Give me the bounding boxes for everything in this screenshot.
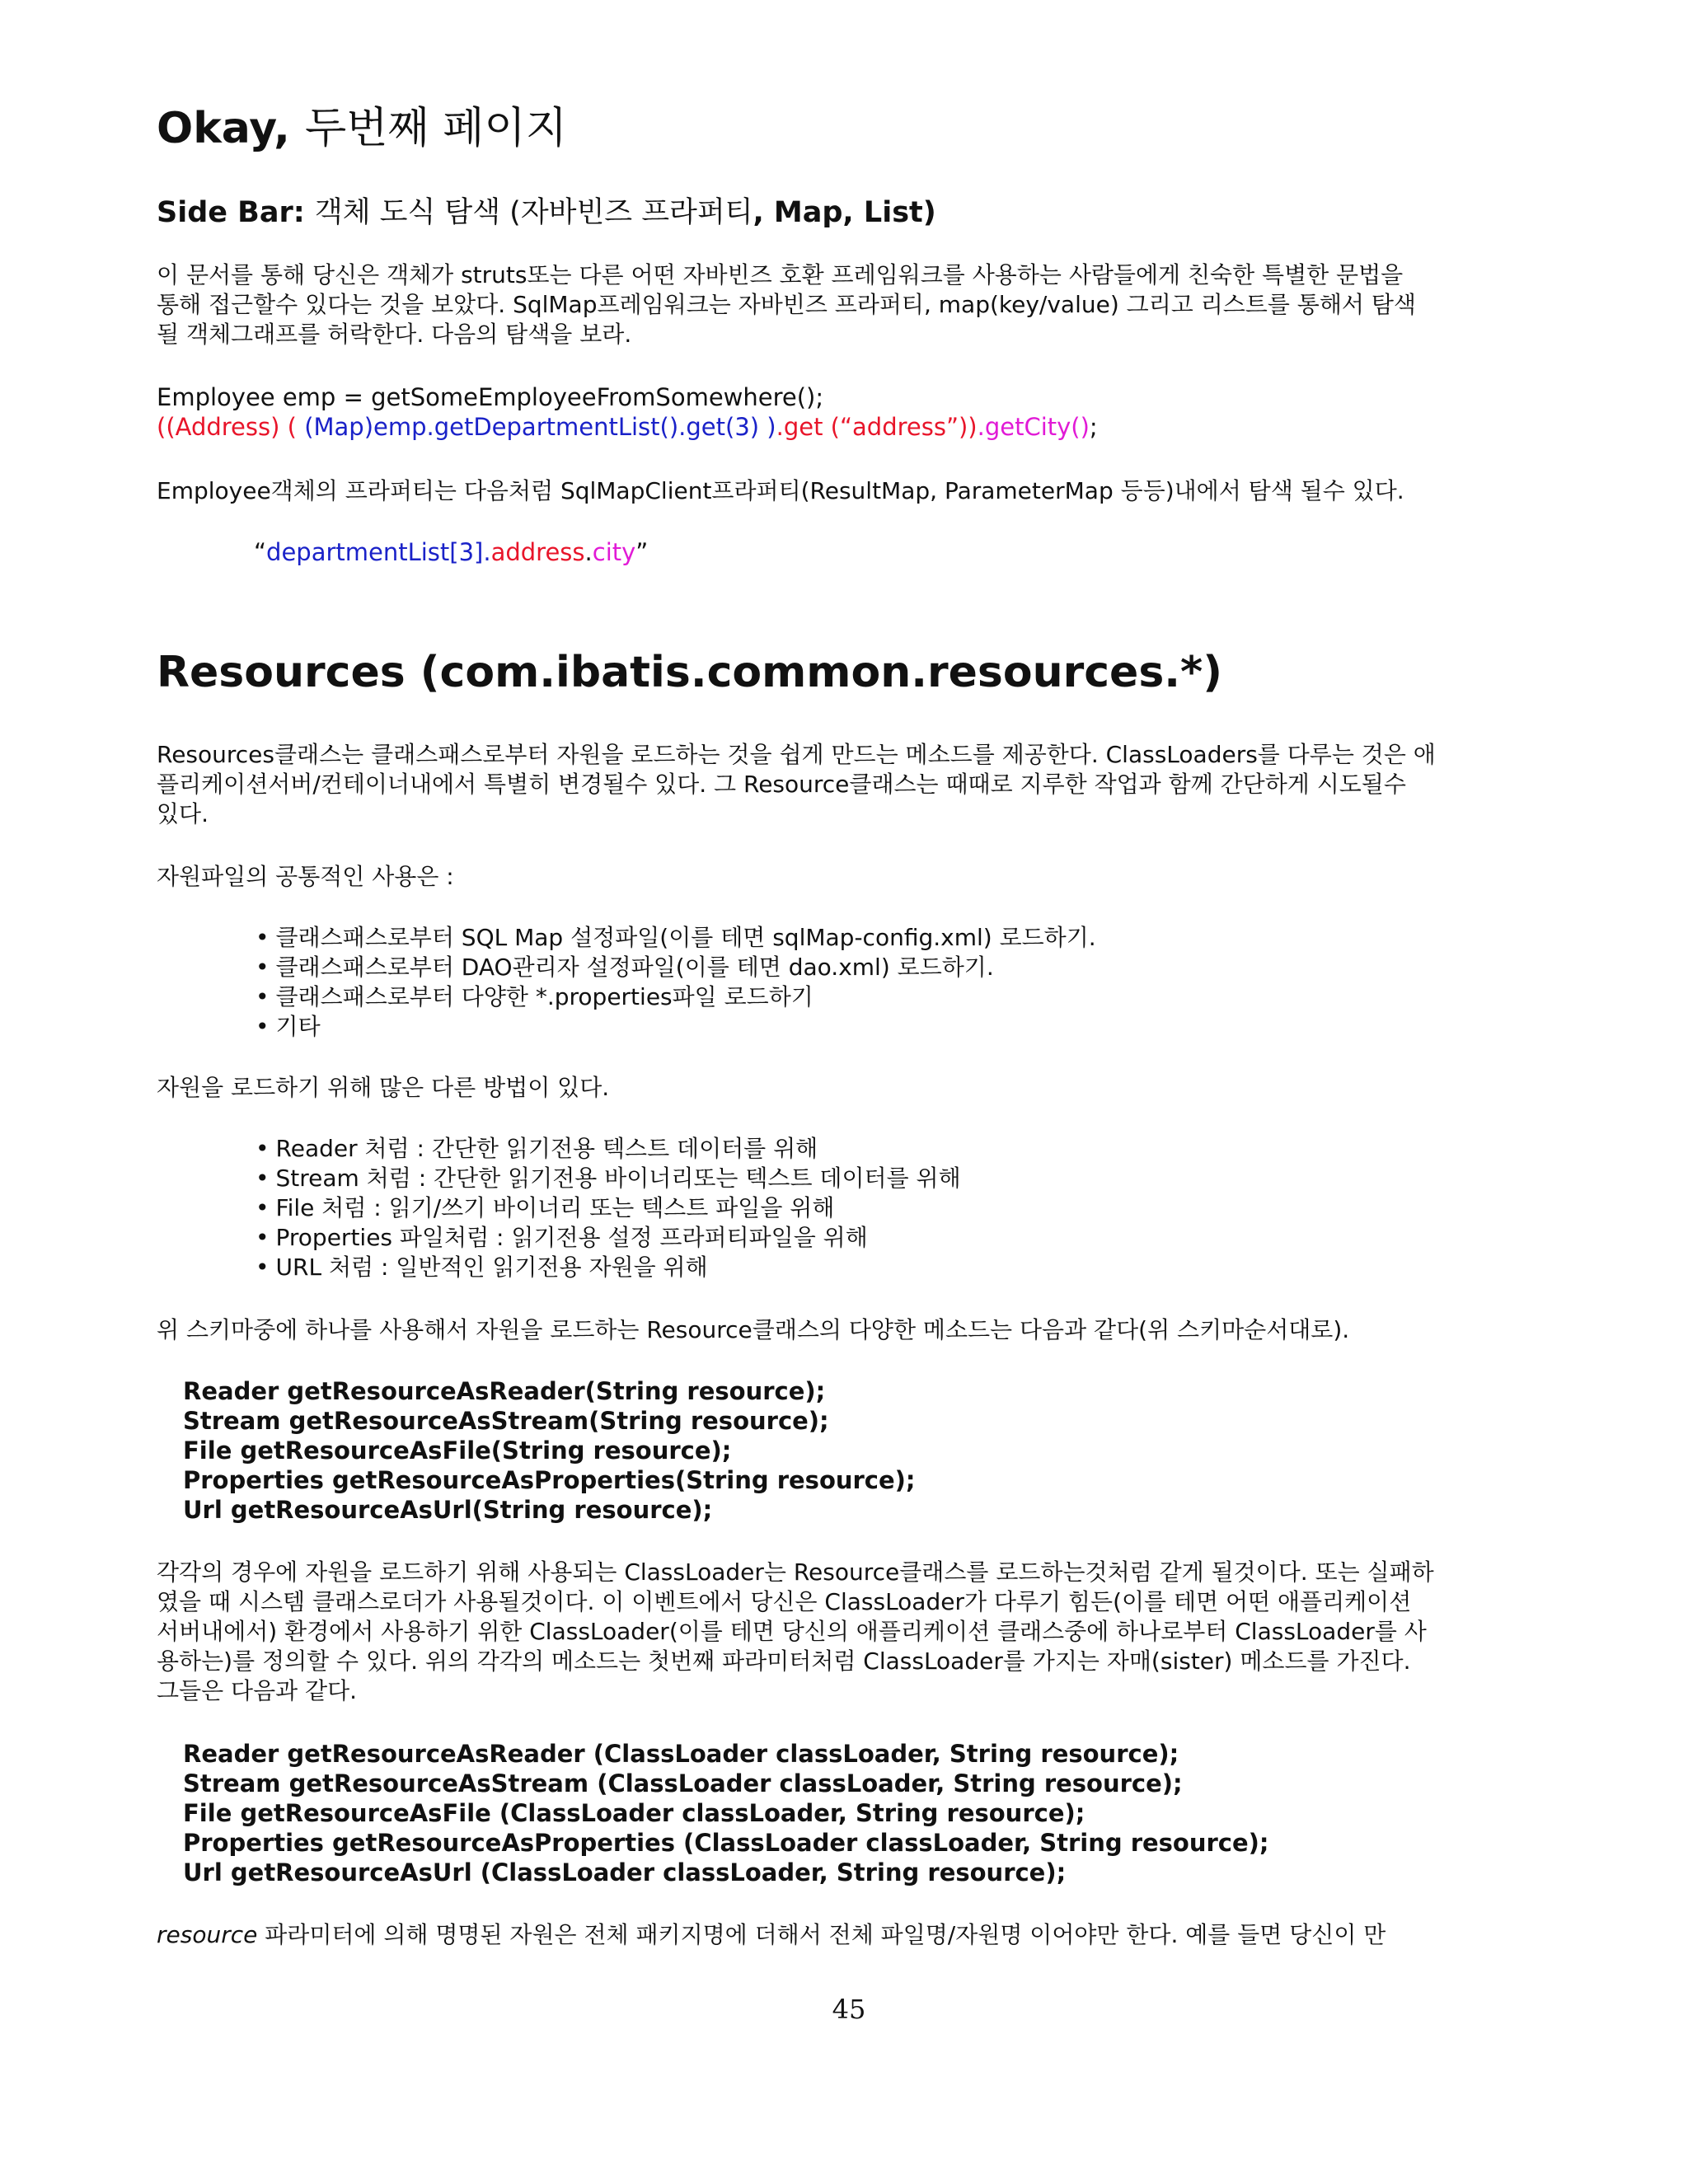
resource-param-line — [157, 1920, 1541, 1950]
resources-intro-line: 플리케이션서버/컨테이너내에서 특별히 변경될수 있다. 그 Resource클래스는 때때로 지루한 작업과 함께 간단하게 시도될수 — [157, 771, 1406, 798]
resource-param-italic: resource — [157, 1921, 258, 1948]
classloader-line: 였을 때 시스템 클래스로더가 사용될것이다. 이 이벤트에서 당신은 ClassLoader가 다루기 힘든(이를 테면 어떤 애플리케이션 — [157, 1588, 1412, 1615]
common-use-label — [157, 862, 1541, 892]
ways-label — [157, 1073, 1541, 1103]
method-signature: File getResourceAsFile(String resource); — [183, 1436, 732, 1465]
list-item: • Stream 처럼 : 간단한 읽기전용 바이너리또는 텍스트 데이터를 위해 — [256, 1164, 961, 1193]
sidebar-heading — [157, 194, 936, 231]
list-item: • 클래스패스로부터 다양한 *.properties파일 로드하기 — [256, 982, 1096, 1012]
path-close-quote: ” — [635, 538, 649, 566]
method-signature: Properties getResourceAsProperties(String resource); — [183, 1466, 916, 1494]
method-signature: Stream getResourceAsStream (ClassLoader classLoader, String resource); — [183, 1769, 1183, 1797]
method-signature: Reader getResourceAsReader(String resource); — [183, 1377, 826, 1405]
list-item: • Reader 처럼 : 간단한 읽기전용 텍스트 데이터를 위해 — [256, 1134, 961, 1164]
list-item: • 클래스패스로부터 SQL Map 설정파일(이를 테면 sqlMap-config.xml) 로드하기. — [256, 923, 1096, 953]
classloader-line: 그들은 다음과 같다. — [157, 1677, 358, 1704]
page-heading — [157, 102, 567, 155]
intro-paragraph — [157, 260, 1541, 349]
heading-korean: 두번째 페이지 — [305, 104, 567, 153]
employee-paragraph — [157, 476, 1541, 506]
method-signature: File getResourceAsFile (ClassLoader classLoader, String resource); — [183, 1799, 1085, 1827]
intro-line: 이 문서를 통해 당신은 객체가 struts또는 다른 어떤 자바빈즈 호환 프레임워크를 사용하는 사람들에게 친숙한 특별한 문법을 — [157, 261, 1404, 288]
code-line-1: Employee emp = getSomeEmployeeFromSomewhere(); — [157, 383, 824, 411]
code-line-2 — [157, 412, 1098, 442]
methods-text: 위 스키마중에 하나를 사용해서 자원을 로드하는 Resource클래스의 다양한 메소드는 다음과 같다(위 스키마순서대로). — [157, 1316, 1350, 1343]
resources-intro-line: Resources클래스는 클래스패스로부터 자원을 로드하는 것을 쉽게 만드는 메소드를 제공한다. ClassLoaders를 다루는 것은 애 — [157, 741, 1436, 768]
sidebar-heading-map-list: , Map, List) — [753, 196, 936, 229]
code-get-address: .get (“address”)) — [776, 413, 978, 441]
resources-heading: Resources (com.ibatis.common.resources.*) — [157, 648, 1222, 697]
resources-intro-line: 있다. — [157, 800, 209, 827]
classloader-line: 서버내에서) 환경에서 사용하기 위한 ClassLoader(이를 테면 당신의 애플리케이션 클래스중에 하나로부터 ClassLoader를 사 — [157, 1618, 1427, 1645]
methods-label — [157, 1315, 1541, 1345]
intro-line: 될 객체그래프를 허락한다. 다음의 탐색을 보라. — [157, 321, 632, 348]
heading-bold: Okay, — [157, 104, 290, 153]
method-signature: Reader getResourceAsReader (ClassLoader classLoader, String resource); — [183, 1740, 1179, 1768]
intro-line: 통해 접근할수 있다는 것을 보았다. SqlMap프레임워크는 자바빈즈 프라퍼티, map(key/value) 그리고 리스트를 통해서 탐색 — [157, 291, 1416, 318]
code-map-cast: (Map)emp.getDepartmentList().get(3) ) — [304, 413, 776, 441]
method-signature: Stream getResourceAsStream(String resource); — [183, 1407, 829, 1435]
signatures-block-1 — [183, 1376, 916, 1525]
list-item: • 클래스패스로부터 DAO관리자 설정파일(이를 테면 dao.xml) 로드하기. — [256, 953, 1096, 982]
employee-line: Employee객체의 프라퍼티는 다음처럼 SqlMapClient프라퍼티(ResultMap, ParameterMap 등등)내에서 탐색 될수 있다. — [157, 477, 1404, 504]
page-number: 45 — [832, 1994, 866, 2025]
sidebar-heading-korean: 객체 도식 탐색 ( — [314, 196, 521, 229]
path-address: address — [490, 538, 585, 566]
signatures-block-2 — [183, 1739, 1269, 1887]
classloader-line: 용하는)를 정의할 수 있다. 위의 각각의 메소드는 첫번째 파라미터처럼 ClassLoader를 가지는 자매(sister) 메소드를 가진다. — [157, 1647, 1411, 1675]
path-dot: . — [584, 538, 593, 566]
classloader-line: 각각의 경우에 자원을 로드하기 위해 사용되는 ClassLoader는 Resource클래스를 로드하는것처럼 같게 될것이다. 또는 실패하 — [157, 1558, 1434, 1586]
list-item: • URL 처럼 : 일반적인 읽기전용 자원을 위해 — [256, 1253, 961, 1282]
ways-list — [256, 1134, 961, 1282]
method-signature: Url getResourceAsUrl (ClassLoader classLoader, String resource); — [183, 1858, 1067, 1886]
path-city: city — [592, 538, 636, 566]
list-item: • Properties 파일처럼 : 읽기전용 설정 프라퍼티파일을 위해 — [256, 1223, 961, 1253]
sidebar-heading-javabeans: 자바빈즈 프라퍼티 — [520, 196, 753, 229]
code-address-cast: ((Address) ( — [157, 413, 305, 441]
list-item: • File 처럼 : 읽기/쓰기 바이너리 또는 텍스트 파일을 위해 — [256, 1193, 961, 1223]
path-open-quote: “ — [254, 538, 267, 566]
classloader-paragraph — [157, 1558, 1541, 1706]
sidebar-heading-label: Side Bar: — [157, 196, 305, 229]
code-get-city: .getCity() — [977, 413, 1090, 441]
path-department-list: departmentList[3]. — [266, 538, 491, 566]
ways-text: 자원을 로드하기 위해 많은 다른 방법이 있다. — [157, 1074, 610, 1101]
resources-intro-paragraph — [157, 740, 1541, 829]
common-uses-list — [256, 923, 1096, 1042]
method-signature: Url getResourceAsUrl(String resource); — [183, 1496, 713, 1524]
code-semicolon: ; — [1089, 413, 1098, 441]
common-use-text: 자원파일의 공통적인 사용은 : — [157, 863, 454, 890]
resource-param-text: 파라미터에 의해 명명된 자원은 전체 패키지명에 더해서 전체 파일명/자원명 이어야만 한다. 예를 들면 당신이 만 — [257, 1921, 1386, 1948]
method-signature: Properties getResourceAsProperties (ClassLoader classLoader, String resource); — [183, 1829, 1269, 1857]
path-expression — [254, 537, 648, 567]
resource-param-paragraph — [157, 1920, 1541, 1950]
list-item: • 기타 — [256, 1012, 1096, 1042]
